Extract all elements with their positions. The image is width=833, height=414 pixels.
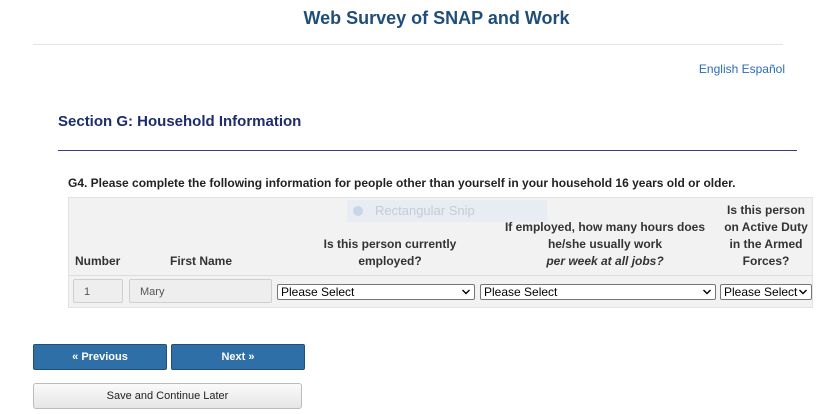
question-emphasis: household [551, 176, 613, 190]
snip-icon [353, 206, 363, 216]
previous-button[interactable]: « Previous [33, 344, 167, 370]
header-divider [33, 44, 783, 45]
spanish-link[interactable]: Español [741, 62, 785, 76]
header-active-duty: Is this person on Active Duty in the Armed Forces? [724, 203, 808, 268]
english-link[interactable]: English [698, 62, 739, 76]
snip-label: Rectangular Snip [375, 203, 475, 218]
chevron-down-icon [798, 287, 808, 297]
hours-select-value: Please Select [484, 285, 558, 299]
header-hours [485, 219, 725, 270]
language-links [699, 62, 785, 76]
question-prefix: G4. Please complete the following information for people other than yourself in your [68, 176, 552, 190]
active-duty-select-value: Please Select [724, 285, 798, 299]
header-employed: Is this person currently employed? [323, 237, 457, 268]
first-name-field: Mary [129, 279, 272, 303]
row-divider [69, 275, 812, 276]
save-continue-later-button[interactable]: Save and Continue Later [33, 383, 302, 409]
survey-title: Web Survey of SNAP and Work [303, 8, 570, 28]
section-divider [58, 150, 797, 151]
row-number-field: 1 [73, 279, 123, 303]
employed-select-value: Please Select [281, 285, 355, 299]
active-duty-select[interactable] [720, 284, 812, 300]
question-suffix: 16 years old or older. [612, 176, 736, 190]
chevron-down-icon [702, 287, 712, 297]
header-hours-emphasis: per week at all jobs? [546, 254, 664, 268]
chevron-down-icon [461, 287, 471, 297]
hours-select[interactable] [480, 284, 716, 300]
header-first-name: First Name [170, 254, 233, 268]
employed-select[interactable] [277, 284, 475, 300]
question-text [68, 176, 735, 190]
next-button[interactable]: Next » [171, 344, 305, 370]
section-title: Section G: Household Information [58, 113, 302, 130]
header-number: Number [75, 254, 121, 268]
household-table [68, 197, 813, 308]
header-hours-main: If employed, how many hours does he/she usually work [504, 220, 706, 251]
